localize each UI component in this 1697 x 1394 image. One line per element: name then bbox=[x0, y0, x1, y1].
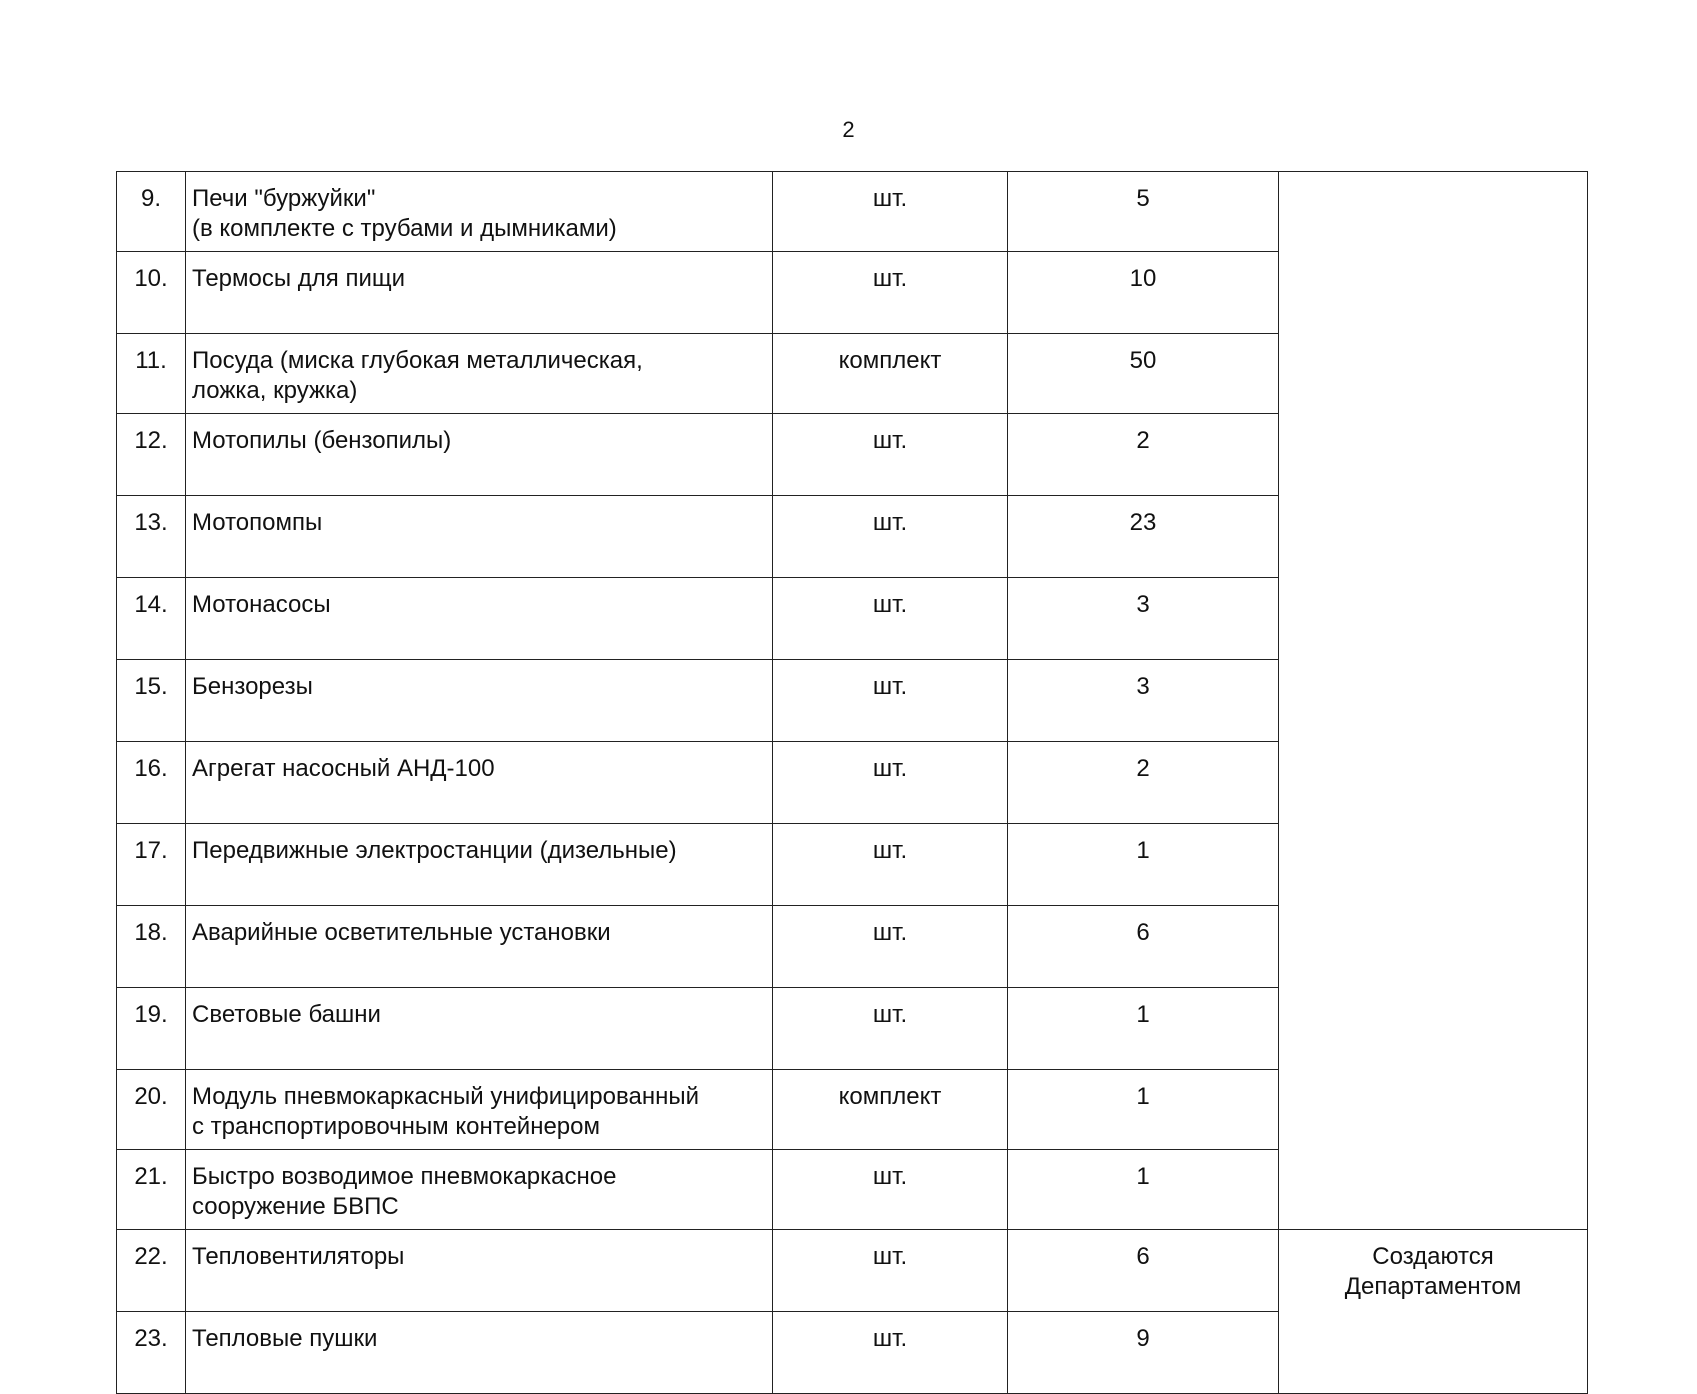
item-name bbox=[186, 988, 773, 1070]
row-number: 14. bbox=[117, 578, 186, 660]
item-name-line: Печи "буржуйки" bbox=[192, 185, 376, 212]
item-name bbox=[186, 578, 773, 660]
item-name-line: Модуль пневмокаркасный унифицированный bbox=[192, 1083, 699, 1110]
item-name-line: с транспортировочным контейнером bbox=[192, 1113, 600, 1140]
item-name-line: Мотонасосы bbox=[192, 591, 331, 618]
item-unit: шт. bbox=[773, 1230, 1008, 1312]
item-name-line: Тепловые пушки bbox=[192, 1325, 378, 1352]
item-name bbox=[186, 660, 773, 742]
item-unit: комплект bbox=[773, 334, 1008, 414]
item-unit: шт. bbox=[773, 252, 1008, 334]
item-unit: шт. bbox=[773, 742, 1008, 824]
item-name-line: сооружение БВПС bbox=[192, 1193, 399, 1220]
row-number: 21. bbox=[117, 1150, 186, 1230]
note-line: Департаментом bbox=[1344, 1273, 1522, 1300]
item-name-line: Световые башни bbox=[192, 1001, 381, 1028]
item-quantity: 2 bbox=[1008, 414, 1279, 496]
item-name bbox=[186, 172, 773, 252]
row-number: 12. bbox=[117, 414, 186, 496]
item-name-line: Мотопилы (бензопилы) bbox=[192, 427, 452, 454]
row-number: 17. bbox=[117, 824, 186, 906]
item-name-line: (в комплекте с трубами и дымниками) bbox=[192, 215, 617, 242]
item-name bbox=[186, 1150, 773, 1230]
row-number: 23. bbox=[117, 1312, 186, 1394]
item-unit: комплект bbox=[773, 1070, 1008, 1150]
table-row bbox=[117, 1230, 1588, 1312]
row-number: 11. bbox=[117, 334, 186, 414]
item-name bbox=[186, 1312, 773, 1394]
note-cell bbox=[1279, 1230, 1588, 1394]
row-number: 18. bbox=[117, 906, 186, 988]
row-number: 10. bbox=[117, 252, 186, 334]
row-number: 9. bbox=[117, 172, 186, 252]
item-name bbox=[186, 742, 773, 824]
item-unit: шт. bbox=[773, 172, 1008, 252]
item-name-line: Бензорезы bbox=[192, 673, 313, 700]
item-unit: шт. bbox=[773, 496, 1008, 578]
item-name bbox=[186, 496, 773, 578]
note-line: Создаются bbox=[1372, 1243, 1494, 1270]
item-quantity: 1 bbox=[1008, 824, 1279, 906]
item-name-line: Передвижные электростанции (дизельные) bbox=[192, 837, 677, 864]
item-name-line: Аварийные осветительные установки bbox=[192, 919, 611, 946]
note-cell-empty bbox=[1279, 172, 1588, 1230]
row-number: 19. bbox=[117, 988, 186, 1070]
item-name bbox=[186, 334, 773, 414]
row-number: 13. bbox=[117, 496, 186, 578]
item-quantity: 3 bbox=[1008, 578, 1279, 660]
equipment-table bbox=[116, 171, 1588, 1394]
item-name bbox=[186, 824, 773, 906]
item-quantity: 3 bbox=[1008, 660, 1279, 742]
item-quantity: 1 bbox=[1008, 1150, 1279, 1230]
item-quantity: 6 bbox=[1008, 1230, 1279, 1312]
item-quantity: 1 bbox=[1008, 1070, 1279, 1150]
item-quantity: 50 bbox=[1008, 334, 1279, 414]
row-number: 16. bbox=[117, 742, 186, 824]
item-quantity: 2 bbox=[1008, 742, 1279, 824]
item-unit: шт. bbox=[773, 988, 1008, 1070]
item-quantity: 23 bbox=[1008, 496, 1279, 578]
item-quantity: 5 bbox=[1008, 172, 1279, 252]
item-unit: шт. bbox=[773, 660, 1008, 742]
item-unit: шт. bbox=[773, 578, 1008, 660]
item-unit: шт. bbox=[773, 906, 1008, 988]
item-unit: шт. bbox=[773, 414, 1008, 496]
item-name-line: Мотопомпы bbox=[192, 509, 323, 536]
item-quantity: 6 bbox=[1008, 906, 1279, 988]
item-name-line: Тепловентиляторы bbox=[192, 1243, 405, 1270]
item-unit: шт. bbox=[773, 1312, 1008, 1394]
item-name-line: Термосы для пищи bbox=[192, 265, 405, 292]
page-number: 2 bbox=[842, 117, 855, 142]
item-name-line: Агрегат насосный АНД-100 bbox=[192, 755, 495, 782]
item-name bbox=[186, 906, 773, 988]
row-number: 22. bbox=[117, 1230, 186, 1312]
item-unit: шт. bbox=[773, 1150, 1008, 1230]
item-quantity: 1 bbox=[1008, 988, 1279, 1070]
row-number: 20. bbox=[117, 1070, 186, 1150]
row-number: 15. bbox=[117, 660, 186, 742]
item-name bbox=[186, 1070, 773, 1150]
item-name-line: Посуда (миска глубокая металлическая, bbox=[192, 347, 643, 374]
item-name bbox=[186, 414, 773, 496]
item-name bbox=[186, 252, 773, 334]
item-name-line: Быстро возводимое пневмокаркасное bbox=[192, 1163, 617, 1190]
item-name bbox=[186, 1230, 773, 1312]
item-name-line: ложка, кружка) bbox=[192, 377, 358, 404]
item-unit: шт. bbox=[773, 824, 1008, 906]
item-quantity: 10 bbox=[1008, 252, 1279, 334]
item-quantity: 9 bbox=[1008, 1312, 1279, 1394]
table-row bbox=[117, 172, 1588, 252]
